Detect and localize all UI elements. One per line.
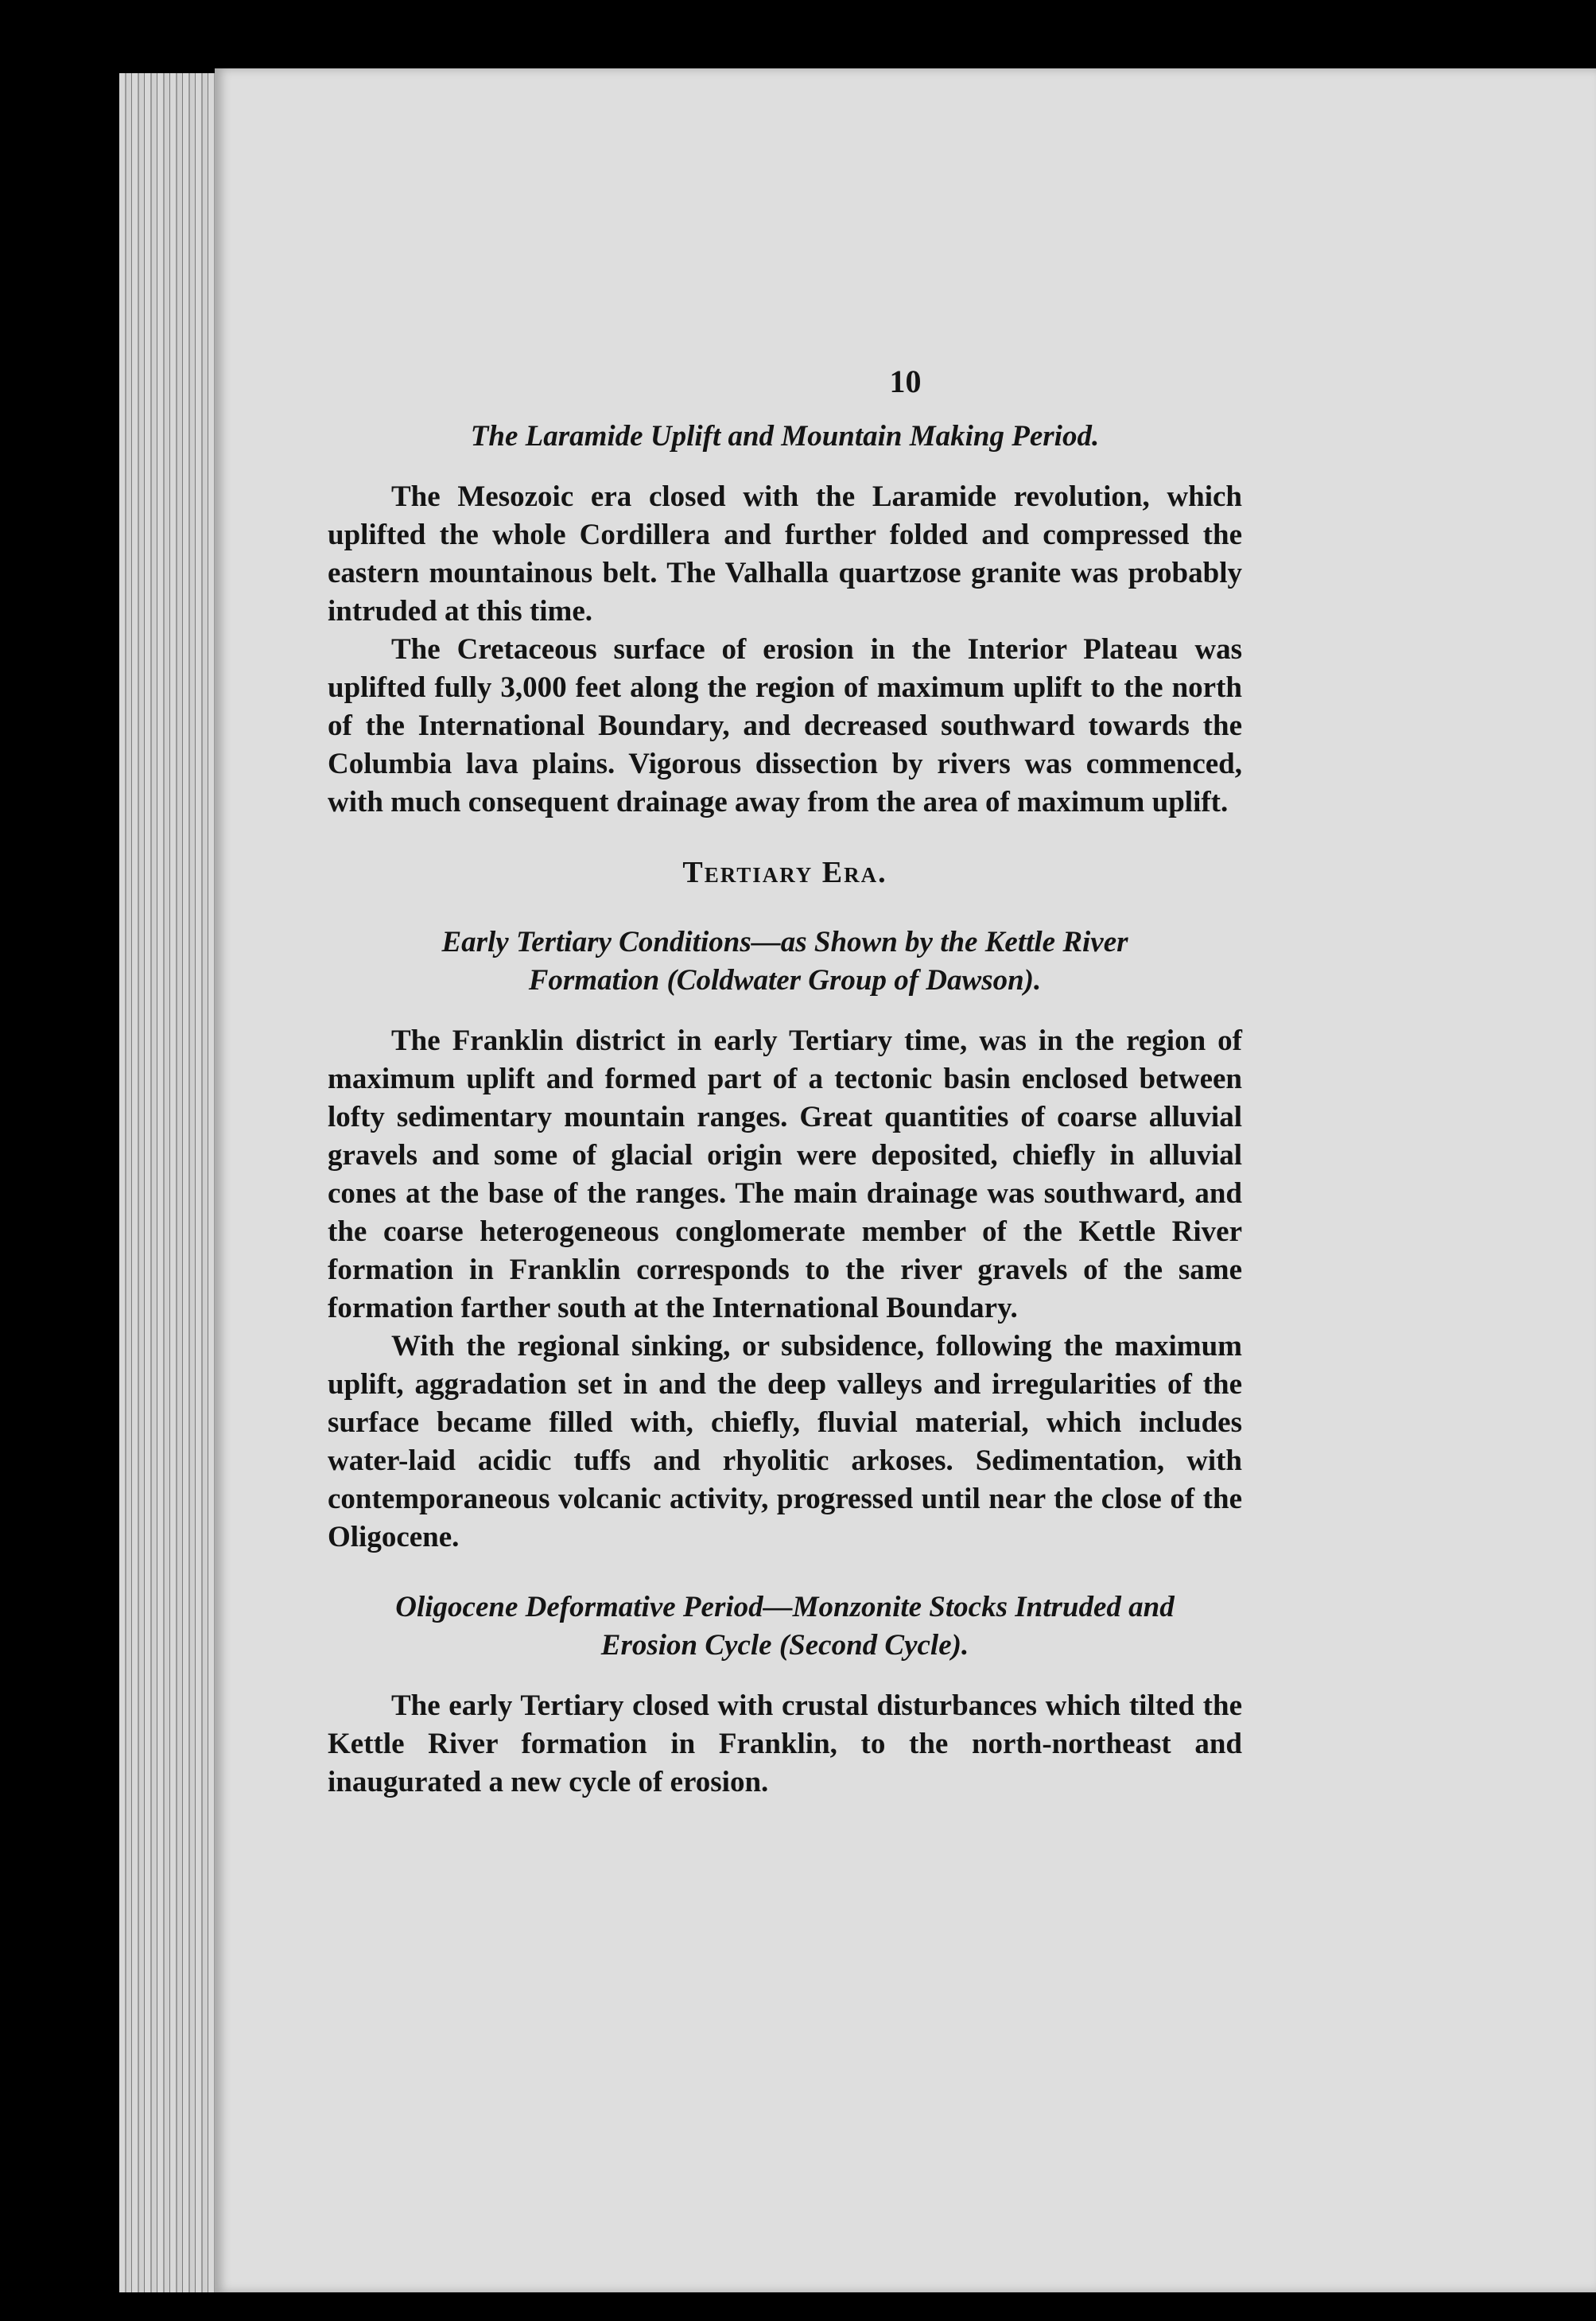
laramide-paragraph-2: The Cretaceous surface of erosion in the Interior Plateau was uplifted fully 3,000 feet along the region of maximum uplift to the north of the International Boundary, and decreased southward towards the Columbia lava plains. Vigorous dissection by rivers was commenced, with much consequent drainage away from the area of maximum uplift. bbox=[328, 633, 1242, 818]
oligocene-paragraph-1: The early Tertiary closed with crustal disturbances which tilted the Kettle River formation in Franklin, to the north-northeast and inaugurated a new cycle of erosion. bbox=[328, 1689, 1242, 1798]
page-content bbox=[328, 418, 1242, 1802]
early-tertiary-heading-line-2: Formation (Coldwater Group of Dawson). bbox=[528, 964, 1042, 997]
page-edges bbox=[119, 73, 231, 2292]
laramide-heading: The Laramide Uplift and Mountain Making Period. bbox=[470, 420, 1100, 453]
page-number: 10 bbox=[889, 364, 922, 399]
early-tertiary-paragraph-2: With the regional sinking, or subsidence, following the maximum uplift, aggradation set in and the deep valleys and irregularities of the surface became filled with, chiefly, fluvial material, which includes water-laid acidic tuffs and rhyolitic arkoses. Sedimentation, with contemporaneous volcanic activity, progressed until near the close of the Oligocene. bbox=[328, 1330, 1242, 1553]
laramide-paragraph-1: The Mesozoic era closed with the Laramide revolution, which uplifted the whole Cordillera and further folded and compressed the eastern mountainous belt. The Valhalla quartzose granite was probably intruded at this time. bbox=[328, 480, 1242, 628]
oligocene-heading-line-1: Oligocene Deformative Period—Monzonite Stocks Intruded and bbox=[395, 1591, 1175, 1623]
early-tertiary-heading-line-1: Early Tertiary Conditions—as Shown by the Kettle River bbox=[441, 926, 1128, 958]
tertiary-heading: Tertiary Era. bbox=[682, 856, 887, 889]
early-tertiary-paragraph-1: The Franklin district in early Tertiary time, was in the region of maximum uplift and formed part of a tectonic basin enclosed between lofty sedimentary mountain ranges. Great quantities of coarse alluvial gravels and some of glacial origin were deposited, chiefly in alluvial cones at the base of the ranges. The main drainage was southward, and the coarse heterogeneous conglomerate member of the Kettle River formation in Franklin corresponds to the river gravels of the same formation farther south at the International Boundary. bbox=[328, 1024, 1242, 1324]
oligocene-heading-line-2: Erosion Cycle (Second Cycle). bbox=[600, 1629, 969, 1662]
